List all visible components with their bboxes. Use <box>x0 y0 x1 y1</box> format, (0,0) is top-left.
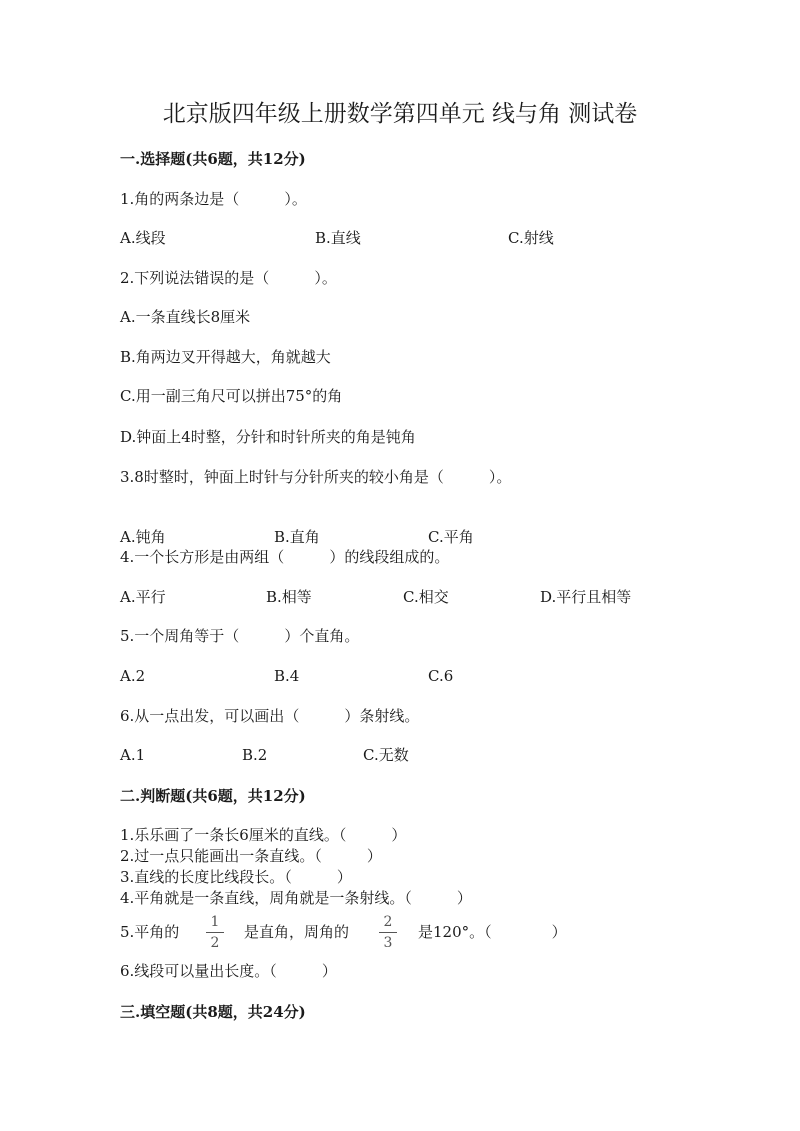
fraction-bar <box>206 932 224 933</box>
question-3-stem: 3.8时整时，钟面上时针与分针所夹的较小角是（ ）。 <box>120 468 512 486</box>
question-3-option-a: A.钝角 <box>120 528 166 546</box>
question-1-option-a: A.线段 <box>120 229 166 247</box>
question-1-stem: 1.角的两条边是（ ）。 <box>120 190 307 208</box>
question-3-option-b: B.直角 <box>274 528 320 546</box>
question-3-option-c: C.平角 <box>428 528 474 546</box>
fraction-numerator: 2 <box>383 914 393 930</box>
question-4-stem: 4.一个长方形是由两组（ ）的线段组成的。 <box>120 548 450 566</box>
question-1-option-c: C.射线 <box>508 229 554 247</box>
fraction-bar <box>379 932 397 933</box>
question-6-option-a: A.1 <box>120 746 146 764</box>
fraction-denominator: 3 <box>383 935 393 951</box>
question-5-stem: 5.一个周角等于（ ）个直角。 <box>120 627 360 645</box>
question-6-option-c: C.无数 <box>363 746 409 764</box>
question-4-option-c: C.相交 <box>403 588 449 606</box>
question-2-option-c: C.用一副三角尺可以拼出75°的角 <box>120 387 343 405</box>
fraction-numerator: 1 <box>210 914 220 930</box>
question-5-option-a: A.2 <box>120 667 146 685</box>
section-heading-fill-in: 三.填空题(共8题，共24分) <box>120 1003 306 1021</box>
fraction-denominator: 2 <box>210 935 220 951</box>
statement-6: 6.线段可以量出长度。（ ） <box>120 962 337 980</box>
question-2-stem: 2.下列说法错误的是（ ）。 <box>120 269 337 287</box>
question-4-option-d: D.平行且相等 <box>540 588 632 606</box>
question-2-option-d: D.钟面上4时整，分针和时针所夹的角是钝角 <box>120 428 416 446</box>
question-2-option-b: B.角两边叉开得越大，角就越大 <box>120 348 331 366</box>
fraction-one-half <box>206 914 224 951</box>
question-5-option-c: C.6 <box>428 667 454 685</box>
statement-2: 2.过一点只能画出一条直线。（ ） <box>120 847 382 865</box>
section-heading-choice: 一.选择题(共6题，共12分) <box>120 150 306 168</box>
statement-5-part-3: 是120°。（ ） <box>418 923 567 941</box>
question-6-stem: 6.从一点出发，可以画出（ ）条射线。 <box>120 707 420 725</box>
page-title: 北京版四年级上册数学第四单元 线与角 测试卷 <box>162 101 638 127</box>
section-heading-judgment: 二.判断题(共6题，共12分) <box>120 787 306 805</box>
fraction-two-thirds <box>379 914 397 951</box>
question-5-option-b: B.4 <box>274 667 300 685</box>
question-4-option-a: A.平行 <box>120 588 166 606</box>
question-6-option-b: B.2 <box>242 746 268 764</box>
question-4-option-b: B.相等 <box>266 588 312 606</box>
statement-5-part-1: 5.平角的 <box>120 923 180 941</box>
statement-3: 3.直线的长度比线段长。（ ） <box>120 868 352 886</box>
statement-4: 4.平角就是一条直线，周角就是一条射线。（ ） <box>120 889 472 907</box>
question-2-option-a: A.一条直线长8厘米 <box>120 308 251 326</box>
statement-5-part-2: 是直角，周角的 <box>244 923 350 941</box>
statement-1: 1.乐乐画了一条长6厘米的直线。（ ） <box>120 826 407 844</box>
question-1-option-b: B.直线 <box>315 229 361 247</box>
